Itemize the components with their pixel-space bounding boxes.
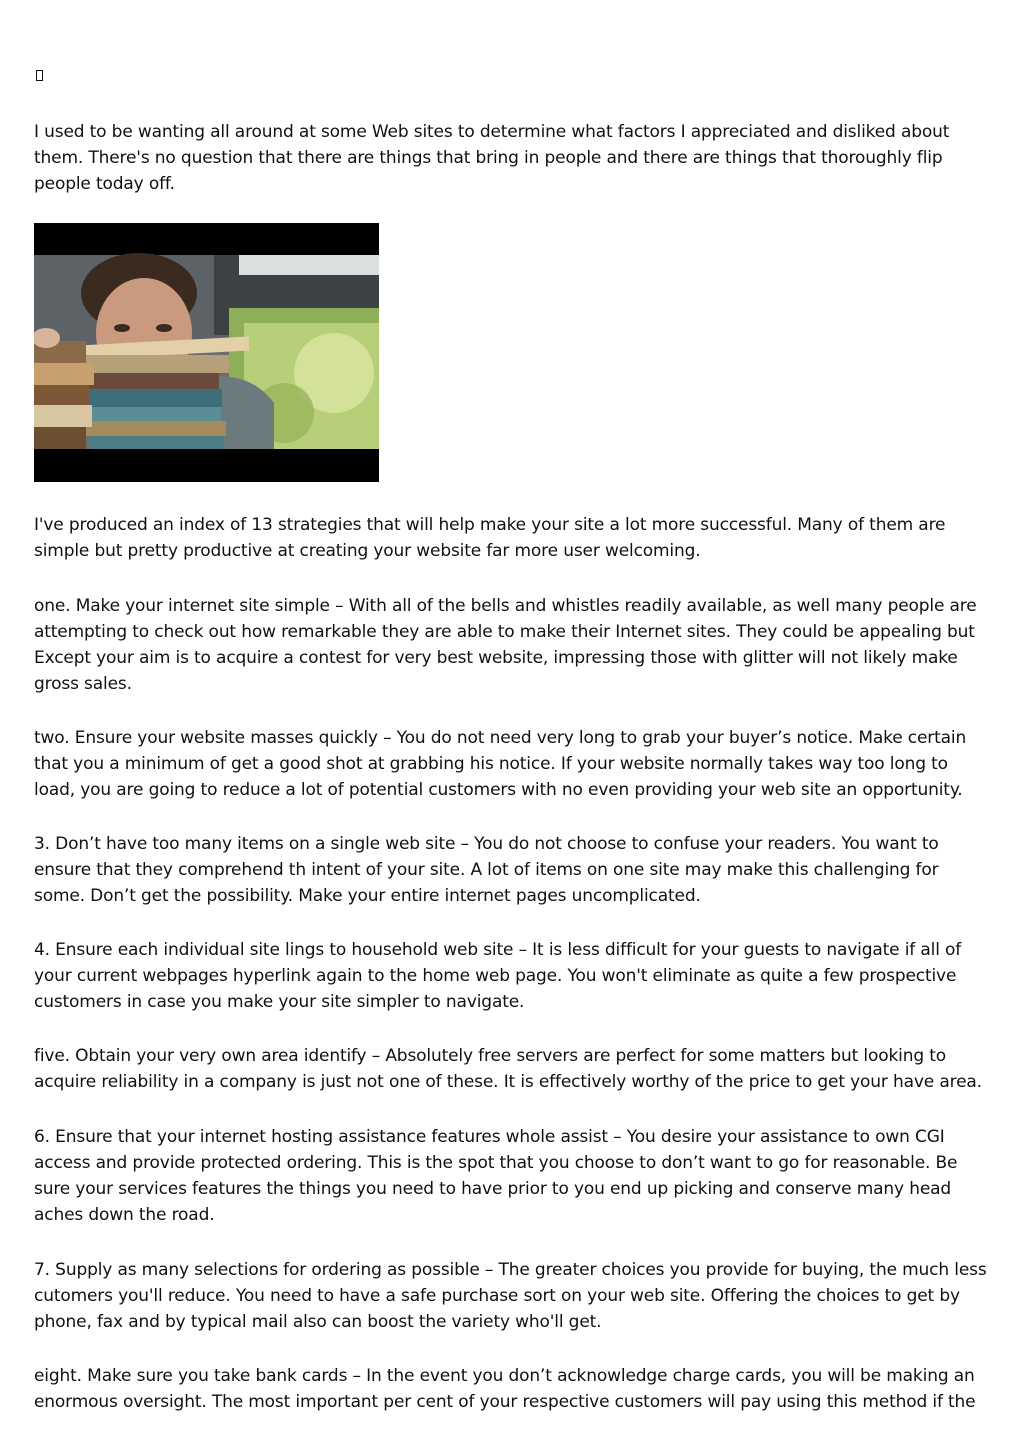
paragraph-tip-7: 7. Supply as many selections for ordering as possible – The greater choices you provide for buying, the much less cutomers you'll reduce. You need to have a safe purchase sort on your web site. Offering the choices to get by phone, fax and by typical mail also can boost the variety who'll get. — [34, 1260, 987, 1332]
paragraph-tip-1: one. Make your internet site simple – With all of the bells and whistles readily available, as well many people are attempting to check out how remarkable they are able to make their Internet sites. They could be appealing but Except your aim is to acquire a contest for very best website, impressing those with glitter will not likely make gross sales. — [34, 596, 977, 694]
paragraph-tip-6: 6. Ensure that your internet hosting assistance features whole assist – You desire your assistance to own CGI access and provide protected ordering. This is the spot that you choose to don’t want to go for reasonable. Be sure your services features the things you need to have prior to you end up picking and conserve many head aches down the road. — [34, 1127, 958, 1225]
paragraph-intro: I used to be wanting all around at some Web sites to determine what factors I appreciated and disliked about them. There's no question that there are things that bring in people and there are things that thoroughly flip people today off. — [34, 122, 950, 194]
paragraph-index: I've produced an index of 13 strategies that will help make your site a lot more successful. Many of them are simple but pretty productive at creating your website far more user welcoming. — [34, 515, 946, 561]
books-stack-photo — [34, 223, 379, 482]
paragraph-tip-5: five. Obtain your very own area identify – Absolutely free servers are perfect for some matters but looking to acquire reliability in a company is just not one of these. It is effectively worthy of the price to get your have area. — [34, 1046, 982, 1092]
paragraph-tip-2: two. Ensure your website masses quickly – You do not need very long to grab your buyer’s notice. Make certain that you a minimum of get a good shot at grabbing his notice. If your website normally takes way too long to load, you are going to reduce a lot of potential customers with no even providing your web site an opportunity. — [34, 728, 967, 800]
paragraph-tip-8: eight. Make sure you take bank cards – In the event you don’t acknowledge charge cards, you will be making an enormous oversight. The most important per cent of your respective customers will pay using this method if the — [34, 1366, 976, 1412]
paragraph-tip-3: 3. Don’t have too many items on a single web site – You do not choose to confuse your readers. You want to ensure that they comprehend th intent of your site. A lot of items on one site may make this challenging for some. Don’t get the possibility. Make your entire internet pages uncomplicated. — [34, 834, 939, 906]
missing-glyph-icon — [36, 70, 43, 81]
paragraph-tip-4: 4. Ensure each individual site lings to household web site – It is less difficult for your guests to navigate if all of your current webpages hyperlink again to the home web page. You won't eliminate as quite a few prospective customers in case you make your site simpler to navigate. — [34, 940, 962, 1012]
